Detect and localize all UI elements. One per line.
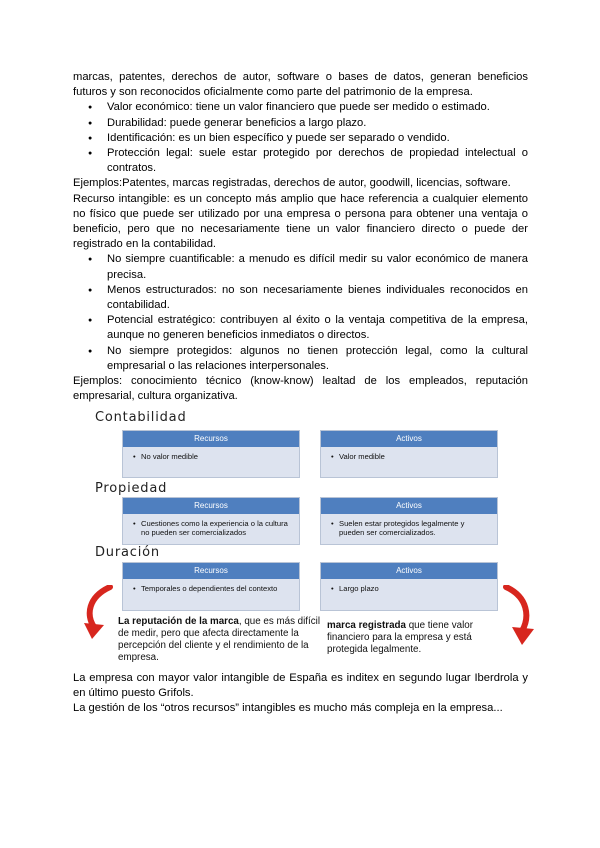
list-item: ● Potencial estratégico: contribuyen al éxito o la ventaja competitiva de la empresa, aunque no generen beneficios inmediatos o directos. bbox=[73, 313, 528, 343]
card-body: • Largo plazo bbox=[321, 579, 497, 593]
card-recursos-contabilidad bbox=[122, 430, 300, 478]
closing-paragraph-1: La empresa con mayor valor intangible de España es inditex en segundo lugar Iberdrola y en último puesto Grifols. bbox=[73, 672, 528, 700]
resource-bullet-list bbox=[73, 252, 528, 374]
card-header: Activos bbox=[321, 498, 497, 514]
asset-bullet-list bbox=[73, 100, 528, 176]
card-header: Recursos bbox=[123, 563, 299, 579]
card-body: • Cuestiones como la experiencia o la cultura no pueden ser comercializados bbox=[123, 514, 299, 537]
card-body: • Temporales o dependientes del contexto bbox=[123, 579, 299, 593]
card-body: • No valor medible bbox=[123, 447, 299, 461]
card-activos-propiedad bbox=[320, 497, 498, 545]
card-activos-contabilidad bbox=[320, 430, 498, 478]
list-item: ● Valor económico: tiene un valor financiero que puede ser medido o estimado. bbox=[73, 100, 528, 115]
section-title-propiedad: Propiedad bbox=[95, 481, 168, 496]
card-header: Activos bbox=[321, 431, 497, 447]
list-item: ● Protección legal: suele estar protegido por derechos de propiedad intelectual o contratos. bbox=[73, 146, 528, 176]
examples-resources: Ejemplos: conocimiento técnico (know-know) lealtad de los empleados, reputación empresarial, cultura organizativa. bbox=[73, 375, 528, 403]
red-curved-arrow-left-icon bbox=[80, 585, 120, 640]
list-item: ● Menos estructurados: no son necesariamente bienes individuales reconocidos en contabilidad. bbox=[73, 283, 528, 313]
section-title-contabilidad: Contabilidad bbox=[95, 410, 187, 425]
section-title-duracion: Duración bbox=[95, 545, 160, 560]
card-body: • Suelen estar protegidos legalmente y pueden ser comercializados. bbox=[321, 514, 497, 537]
text-block-bottom bbox=[73, 671, 528, 717]
card-header: Recursos bbox=[123, 498, 299, 514]
list-item: ● No siempre cuantificable: a menudo es difícil medir su valor económico de manera precisa. bbox=[73, 252, 528, 282]
list-item: ● Durabilidad: puede generar beneficios a largo plazo. bbox=[73, 116, 528, 131]
card-body: • Valor medible bbox=[321, 447, 497, 461]
list-item: ● Identificación: es un bien específico y puede ser separado o vendido. bbox=[73, 131, 528, 146]
card-header: Activos bbox=[321, 563, 497, 579]
card-activos-duracion bbox=[320, 562, 498, 611]
list-item: ● No siempre protegidos: algunos no tienen protección legal, como la cultural empresarial o las relaciones interpersonales. bbox=[73, 344, 528, 374]
card-header: Recursos bbox=[123, 431, 299, 447]
card-recursos-propiedad bbox=[122, 497, 300, 545]
resource-definition: Recurso intangible: es un concepto más amplio que hace referencia a cualquier elemento no físico que puede ser utilizado por una empresa o persona para obtener una ventaja o beneficio, pero que no necesariamente tiene un valor financiero directo o puede der registrado en la contabilidad. bbox=[73, 192, 528, 251]
closing-paragraph-2: La gestión de los “otros recursos” intangibles es mucho más compleja en la empresa... bbox=[73, 702, 503, 715]
examples-assets: Ejemplos:Patentes, marcas registradas, derechos de autor, goodwill, licencias, software. bbox=[73, 177, 511, 190]
text-block-top bbox=[73, 70, 528, 404]
callout-reputacion-marca: La reputación de la marca, que es más difícil de medir, pero que afecta directamente la percepción del cliente y el rendimiento de la empresa. bbox=[118, 616, 321, 663]
intro-paragraph: marcas, patentes, derechos de autor, software o bases de datos, generan beneficios futuros y son reconocidos oficialmente como parte del patrimonio de la empresa. bbox=[73, 71, 528, 99]
callout-marca-registrada: marca registrada que tiene valor financiero para la empresa y está protegida legalmente. bbox=[327, 620, 473, 655]
card-recursos-duracion bbox=[122, 562, 300, 611]
